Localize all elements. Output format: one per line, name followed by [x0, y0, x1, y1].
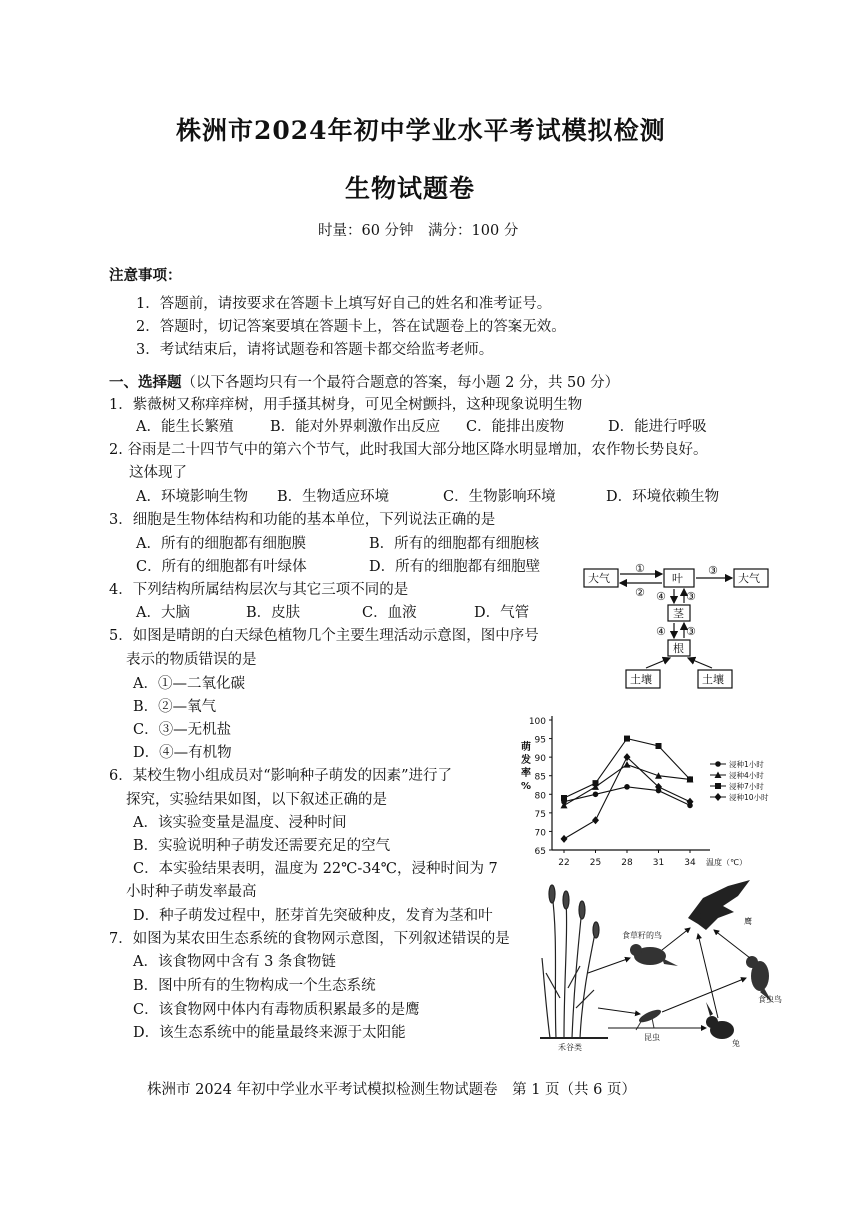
diagram-mark-4: ④ — [656, 590, 666, 603]
plant-activity-diagram — [580, 560, 780, 695]
food-web-label-eagle: 鹰 — [744, 917, 752, 926]
data-point — [656, 743, 662, 749]
q1-option-c: C．能排出废物 — [466, 419, 565, 435]
question-6-stem-cont: 探究，实验结果如图，以下叙述正确的是 — [126, 792, 387, 808]
q6-option-c-cont: 小时种子萌发率最高 — [126, 884, 257, 900]
q7-option-a: A．该食物网中含有 3 条食物链 — [133, 954, 336, 970]
q5-option-a: A．①—二氧化碳 — [133, 676, 245, 692]
y-axis-label: 发 — [521, 755, 531, 766]
q2-option-d: D．环境依赖生物 — [606, 489, 720, 505]
q4-option-c: C．血液 — [362, 605, 417, 621]
question-7-stem: 7．如图为某农田生态系统的食物网示意图，下列叙述错误的是 — [109, 931, 510, 947]
diagram-mark-1: ① — [635, 562, 645, 575]
y-tick-label: 70 — [534, 828, 546, 839]
insect-icon — [636, 1007, 663, 1030]
q6-option-d: D．种子萌发过程中，胚芽首先突破种皮，发育为茎和叶 — [133, 908, 493, 924]
food-web-label-grass: 禾谷类 — [558, 1043, 582, 1052]
diagram-label-air-left: 大气 — [588, 572, 610, 585]
q4-option-a: A．大脑 — [136, 605, 190, 621]
rabbit-icon — [706, 1002, 734, 1039]
food-web-label-insect: 昆虫 — [644, 1033, 660, 1042]
q3-option-d: D．所有的细胞都有细胞壁 — [369, 559, 541, 575]
diagram-mark-3: ③ — [686, 625, 696, 638]
legend-label: 浸种4小时 — [729, 771, 764, 780]
x-tick-label: 22 — [558, 858, 570, 867]
q2-option-c: C．生物影响环境 — [443, 489, 556, 505]
y-tick-label: 65 — [534, 847, 546, 857]
q4-option-b: B．皮肤 — [246, 605, 301, 621]
x-tick-label: 34 — [684, 858, 696, 867]
section-heading-title: 一、选择题 — [109, 374, 182, 391]
y-tick-label: 100 — [528, 717, 546, 727]
food-web-diagram — [538, 878, 788, 1058]
data-point — [687, 776, 693, 782]
diagram-label-leaf: 叶 — [672, 572, 683, 585]
food-web-label-insect-bird: 食虫鸟 — [758, 995, 782, 1004]
q5-option-c: C．③—无机盐 — [133, 722, 232, 738]
question-5-stem: 5．如图是晴朗的白天绿色植物几个主要生理活动示意图，图中序号 — [109, 628, 539, 644]
q6-option-c: C．本实验结果表明，温度为 22℃-34℃，浸种时间为 7 — [133, 861, 498, 877]
legend-label: 浸种1小时 — [729, 760, 764, 769]
eagle-icon — [688, 880, 750, 930]
food-web-label-grain-bird: 食草籽的鸟 — [622, 931, 662, 940]
diagram-label-air-right: 大气 — [738, 572, 760, 585]
question-4-stem: 4．下列结构所属结构层次与其它三项不同的是 — [109, 582, 409, 598]
diagram-mark-3: ③ — [708, 564, 718, 577]
y-axis-label: 萌 — [521, 742, 531, 753]
series-line — [564, 757, 690, 839]
data-point — [593, 791, 599, 797]
q1-option-a: A．能生长繁殖 — [136, 419, 234, 435]
data-point — [624, 784, 630, 790]
y-axis-label: % — [520, 781, 532, 792]
diagram-mark-4: ④ — [656, 625, 666, 638]
y-axis-label: 率 — [521, 768, 531, 779]
data-point — [593, 780, 599, 786]
q7-option-d: D．该生态系统中的能量最终来源于太阳能 — [133, 1025, 406, 1041]
diagram-label-soil-left: 土壤 — [630, 673, 652, 686]
q2-option-b: B．生物适应环境 — [277, 489, 390, 505]
q5-option-b: B．②—氧气 — [133, 699, 217, 715]
grain-eating-bird-icon — [630, 944, 678, 966]
notice-item: 2．答题时，切记答案要填在答题卡上，答在试题卷上的答案无效。 — [136, 319, 566, 335]
q7-option-b: B．图中所有的生物构成一个生态系统 — [133, 978, 376, 994]
exam-time-info: 时量：60 分钟 满分：100 分 — [318, 223, 519, 239]
q2-option-a: A．环境影响生物 — [136, 489, 248, 505]
q1-option-d: D．能进行呼吸 — [608, 419, 707, 435]
legend-label: 浸种10小时 — [729, 793, 769, 802]
diagram-label-stem: 茎 — [673, 607, 684, 620]
q3-option-b: B．所有的细胞都有细胞核 — [369, 536, 540, 552]
y-tick-label: 80 — [534, 791, 546, 802]
legend-marker — [715, 761, 721, 767]
germination-rate-chart — [512, 712, 787, 867]
question-3-stem: 3．细胞是生物体结构和功能的基本单位，下列说法正确的是 — [109, 512, 496, 528]
diagram-label-soil-right: 土壤 — [702, 673, 724, 686]
q7-option-c: C．该食物网中体内有毒物质积累最多的是鹰 — [133, 1002, 420, 1018]
x-tick-label: 31 — [652, 858, 665, 867]
data-point — [561, 795, 567, 801]
section-heading-note: （以下各题均只有一个最符合题意的答案，每小题 2 分，共 50 分） — [181, 375, 620, 391]
y-tick-label: 75 — [534, 809, 546, 820]
grain-plant-icon — [540, 885, 608, 1038]
diagram-mark-2: ② — [635, 586, 645, 599]
x-axis-label: 温度（℃） — [706, 858, 747, 867]
q4-option-d: D．气管 — [474, 605, 530, 621]
page-footer: 株洲市 2024 年初中学业水平考试模拟检测生物试题卷 第 1 页（共 6 页） — [147, 1082, 637, 1098]
data-point — [624, 736, 630, 742]
question-6-stem: 6．某校生物小组成员对“影响种子萌发的因素”进行了 — [109, 768, 453, 784]
diagram-label-root: 根 — [673, 642, 684, 655]
diagram-mark-3: ③ — [686, 590, 696, 603]
notice-item: 1．答题前，请按要求在答题卡上填写好自己的姓名和准考证号。 — [136, 296, 552, 312]
legend-marker — [715, 783, 721, 789]
q3-option-a: A．所有的细胞都有细胞膜 — [136, 536, 306, 552]
food-web-label-rabbit: 兔 — [732, 1039, 740, 1048]
q5-option-d: D．④—有机物 — [133, 745, 232, 761]
question-1-stem: 1．紫薇树又称痒痒树，用手搔其树身，可见全树颤抖，这种现象说明生物 — [109, 397, 583, 413]
page-subtitle: 生物试题卷 — [345, 174, 476, 203]
section-heading — [109, 376, 619, 391]
x-tick-label: 25 — [589, 858, 602, 867]
y-tick-label: 90 — [534, 754, 546, 765]
data-point — [561, 835, 568, 843]
question-5-stem-cont: 表示的物质错误的是 — [126, 652, 257, 668]
notice-heading: 注意事项： — [109, 267, 182, 284]
data-point — [592, 816, 599, 824]
y-tick-label: 85 — [534, 772, 546, 783]
x-tick-label: 28 — [621, 858, 633, 867]
q6-option-a: A．该实验变量是温度、浸种时间 — [133, 815, 347, 831]
y-tick-label: 95 — [534, 735, 546, 746]
q3-option-c: C．所有的细胞都有叶绿体 — [136, 559, 307, 575]
question-2-stem-cont: 这体现了 — [129, 465, 187, 481]
question-2-stem: 2. 谷雨是二十四节气中的第六个节气，此时我国大部分地区降水明显增加，农作物长势良好。 — [109, 442, 708, 458]
q1-option-b: B．能对外界刺激作出反应 — [270, 419, 441, 435]
legend-marker — [715, 793, 722, 801]
page-title: 株洲市2024年初中学业水平考试模拟检测 — [176, 116, 666, 145]
legend-label: 浸种7小时 — [729, 782, 764, 791]
q6-option-b: B．实验说明种子萌发还需要充足的空气 — [133, 838, 391, 854]
notice-item: 3．考试结束后，请将试题卷和答题卡都交给监考老师。 — [136, 342, 494, 358]
